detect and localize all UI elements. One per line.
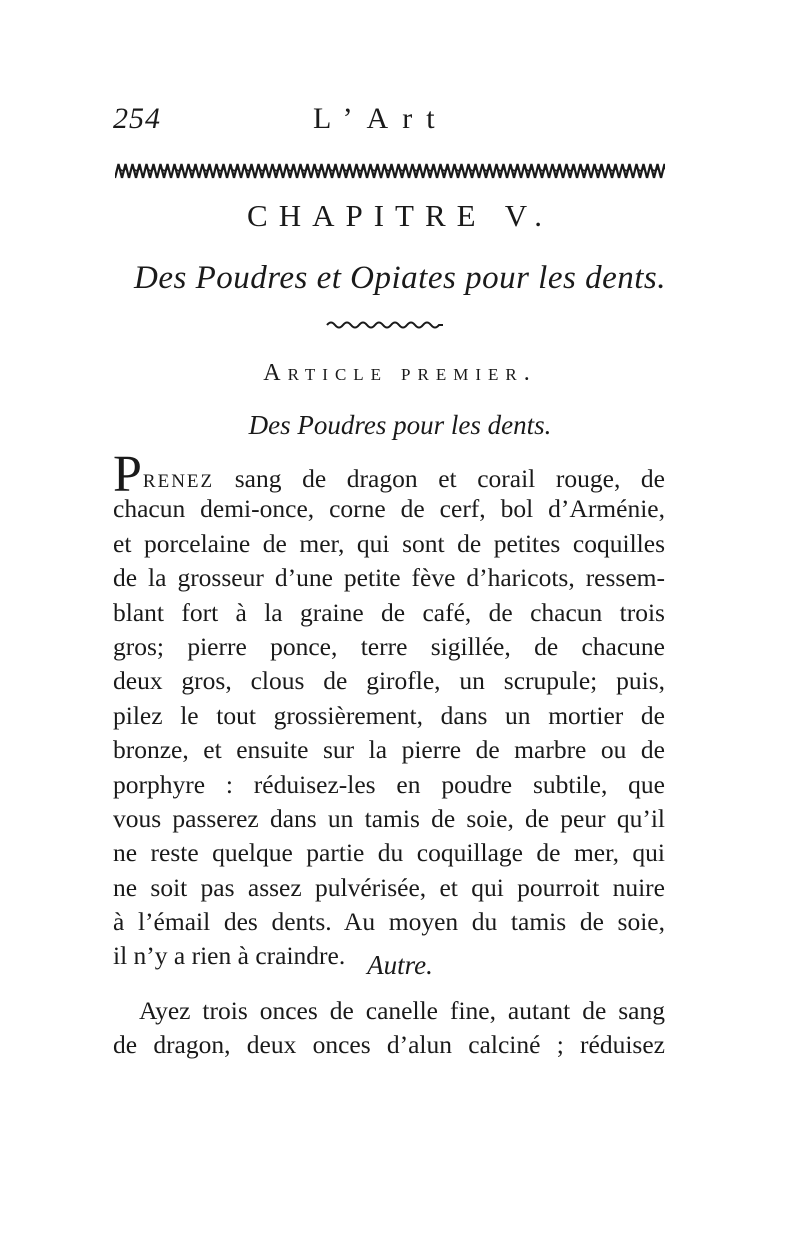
text-line: gros; pierre ponce, terre sigillée, de chacune [113, 631, 665, 661]
line-text: sang de dragon et corail rouge, de [214, 464, 665, 493]
paragraph-1 [113, 446, 665, 974]
wavy-divider [325, 318, 445, 332]
text-line: pilez le tout grossièrement, dans un mortier de [113, 700, 665, 730]
text-line: blant fort à la graine de café, de chacun trois [113, 597, 665, 627]
chapter-subtitle: Des Poudres et Opiates pour les dents. [134, 260, 666, 296]
text-line: deux gros, clous de girofle, un scrupule; puis, [113, 666, 665, 696]
ornamental-rule [115, 160, 665, 182]
text-line: vous passerez dans un tamis de soie, de peur qu’il [113, 803, 665, 833]
text-line: bronze, et ensuite sur la pierre de marbre ou de [113, 735, 665, 765]
text-line: chacun demi-once, corne de cerf, bol d’Arménie, [113, 494, 665, 524]
small-caps-word: RENEZ [142, 471, 215, 492]
text-line: Ayez trois onces de canelle fine, autant de sang [139, 996, 665, 1025]
text-line [113, 446, 665, 503]
section-heading: Des Poudres pour les dents. [248, 410, 552, 440]
text-line: il n’y a rien à craindre. [113, 941, 346, 971]
subheading-autre: Autre. [367, 950, 433, 980]
text-line: porphyre : réduisez-les en poudre subtile, que [113, 769, 665, 799]
text-line: de la grosseur d’une petite fève d’haricots, ressem- [113, 563, 665, 593]
text-line: à l’émail des dents. Au moyen du tamis de soie, [113, 907, 665, 937]
article-heading: Article premier. [263, 360, 537, 386]
drop-cap: P [113, 446, 142, 503]
text-line: ne soit pas assez pulvérisée, et qui pourroit nuire [113, 872, 665, 902]
running-title: L’Art [313, 102, 449, 135]
page-number: 254 [113, 102, 161, 135]
text-line: de dragon, deux onces d’alun calciné ; réduisez [113, 1030, 665, 1060]
text-line: ne reste quelque partie du coquillage de mer, qui [113, 838, 665, 868]
text-line: et porcelaine de mer, qui sont de petites coquilles [113, 528, 665, 558]
running-head [113, 102, 665, 142]
paragraph-2 [113, 994, 665, 1063]
chapter-heading: CHAPITRE V. [247, 198, 553, 233]
